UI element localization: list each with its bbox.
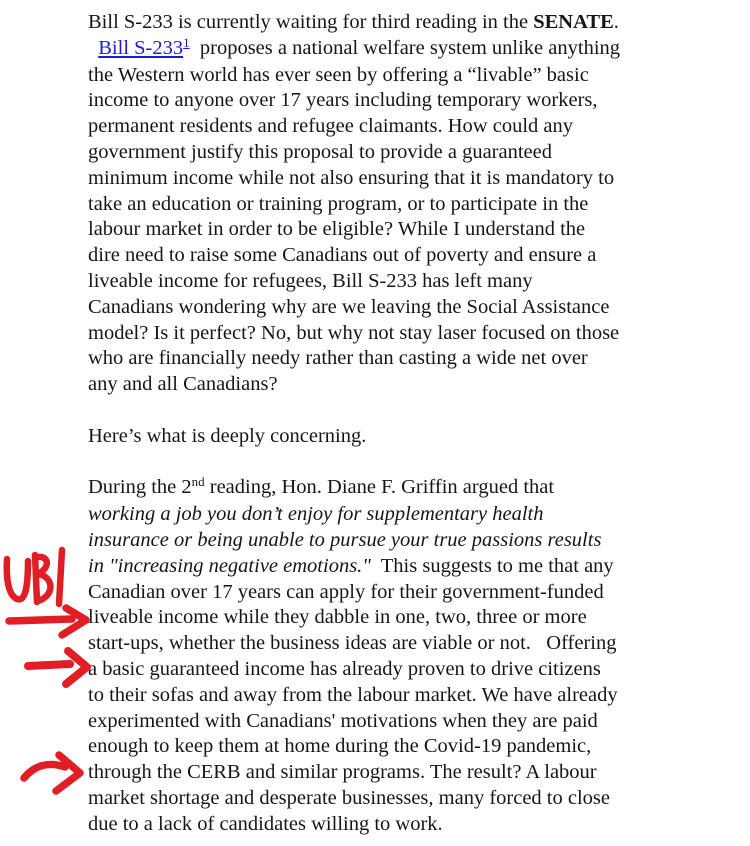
text-run: income to anyone over 17 years including temporary workers, bbox=[88, 89, 598, 112]
text-line bbox=[88, 760, 728, 786]
text-line bbox=[88, 88, 728, 114]
text-run: take an education or training program, or to participate in the bbox=[88, 192, 589, 215]
text-line bbox=[88, 502, 728, 528]
text-line bbox=[88, 372, 728, 398]
text-line bbox=[88, 192, 728, 218]
text-line bbox=[88, 114, 728, 140]
text-line bbox=[88, 36, 728, 63]
text-line bbox=[88, 786, 728, 812]
text-run: Here’s what is deeply concerning. bbox=[88, 424, 367, 447]
text-run: insurance or being unable to pursue your true passions results bbox=[88, 528, 602, 551]
letter-b-stem-stroke bbox=[35, 555, 37, 602]
bill-s233-link[interactable]: Bill S-233 bbox=[98, 36, 184, 59]
text-run: dire need to raise some Canadians out of poverty and ensure a bbox=[88, 244, 597, 267]
text-line bbox=[88, 709, 728, 735]
text-run: Bill S-233 is currently waiting for third reading in the bbox=[88, 11, 534, 33]
text-run: During the 2 bbox=[88, 476, 192, 499]
text-run: enough to keep them at home during the Covid-19 pandemic, bbox=[88, 735, 592, 758]
text-run: any and all Canadians? bbox=[88, 373, 278, 396]
text-line bbox=[88, 424, 728, 450]
text-line bbox=[88, 217, 728, 243]
text-run: liveable income for refugees, Bill S-233 has left many bbox=[88, 269, 533, 292]
text-run: government justify this proposal to provide a guaranteed bbox=[88, 140, 552, 163]
text-run: permanent residents and refugee claimants. How could any bbox=[88, 115, 573, 138]
text-line bbox=[88, 321, 728, 347]
paragraph-3 bbox=[88, 475, 728, 837]
document-body bbox=[88, 10, 728, 838]
text-line bbox=[88, 63, 728, 89]
text-run: proposes a national welfare system unlike anything bbox=[189, 36, 621, 59]
text-line bbox=[88, 631, 728, 657]
text-run: liveable income while they dabble in one, two, three or more bbox=[88, 606, 587, 629]
text-line bbox=[88, 812, 728, 838]
text-run: market shortage and desperate businesses, many forced to close bbox=[88, 786, 610, 809]
text-run bbox=[88, 37, 98, 59]
text-line bbox=[88, 683, 728, 709]
text-line bbox=[88, 554, 728, 580]
text-line bbox=[88, 657, 728, 683]
text-run: Canadians wondering why are we leaving the Social Assistance bbox=[88, 295, 610, 318]
text-line bbox=[88, 528, 728, 554]
text-line bbox=[88, 166, 728, 192]
text-run: nd bbox=[191, 474, 205, 490]
arrow-shaft bbox=[24, 764, 65, 778]
text-run: due to a lack of candidates willing to work. bbox=[88, 812, 443, 835]
text-run: Canadian over 17 years can apply for their government-funded bbox=[88, 580, 604, 603]
text-run: . bbox=[613, 11, 619, 33]
text-run: labour market in order to be eligible? While I understand the bbox=[88, 218, 586, 241]
text-line bbox=[88, 475, 728, 502]
text-run: model? Is it perfect? No, but why not stay laser focused on those bbox=[88, 321, 620, 344]
text-line bbox=[88, 140, 728, 166]
text-line bbox=[88, 269, 728, 295]
text-line bbox=[88, 346, 728, 372]
letter-u-stroke bbox=[7, 559, 28, 599]
text-line bbox=[88, 295, 728, 321]
text-line bbox=[88, 10, 728, 36]
text-run: who are financially needy rather than casting a wide net over bbox=[88, 347, 588, 370]
letter-i-stroke bbox=[59, 550, 62, 604]
text-line bbox=[88, 243, 728, 269]
text-run: to their sofas and away from the labour market. We have already bbox=[88, 683, 618, 706]
text-line bbox=[88, 605, 728, 631]
arrow-shaft bbox=[28, 664, 70, 666]
text-run: through the CERB and similar programs. The result? A labour bbox=[88, 761, 597, 784]
ubi-handwritten-label bbox=[2, 546, 74, 610]
text-run: SENATE bbox=[533, 11, 614, 33]
text-run: a basic guaranteed income has already proven to drive citizens bbox=[88, 657, 601, 680]
bill-s233-link-footnote[interactable]: 1 bbox=[183, 34, 190, 50]
arrow-shaft bbox=[9, 619, 72, 621]
text-run: This suggests to me that any bbox=[370, 554, 614, 577]
paragraph-1 bbox=[88, 10, 728, 398]
text-run: minimum income while not also ensuring that it is mandatory to bbox=[88, 166, 615, 189]
annotation-arrow-2 bbox=[24, 644, 100, 692]
annotation-arrow-1 bbox=[4, 604, 96, 642]
text-run: in "increasing negative emotions." bbox=[88, 554, 371, 577]
text-line bbox=[88, 734, 728, 760]
arrow-head bbox=[56, 755, 80, 791]
text-run: start-ups, whether the business ideas are viable or not. Offering bbox=[88, 632, 617, 655]
text-run: the Western world has ever seen by offering a “livable” basic bbox=[88, 63, 589, 86]
text-line bbox=[88, 580, 728, 606]
text-run: working a job you don’t enjoy for supplementary health bbox=[88, 503, 544, 526]
text-run: experimented with Canadians' motivations when they are paid bbox=[88, 709, 598, 732]
text-run: reading, Hon. Diane F. Griffin argued that bbox=[204, 476, 555, 499]
paragraph-2 bbox=[88, 424, 728, 450]
annotation-arrow-3 bbox=[20, 750, 90, 798]
